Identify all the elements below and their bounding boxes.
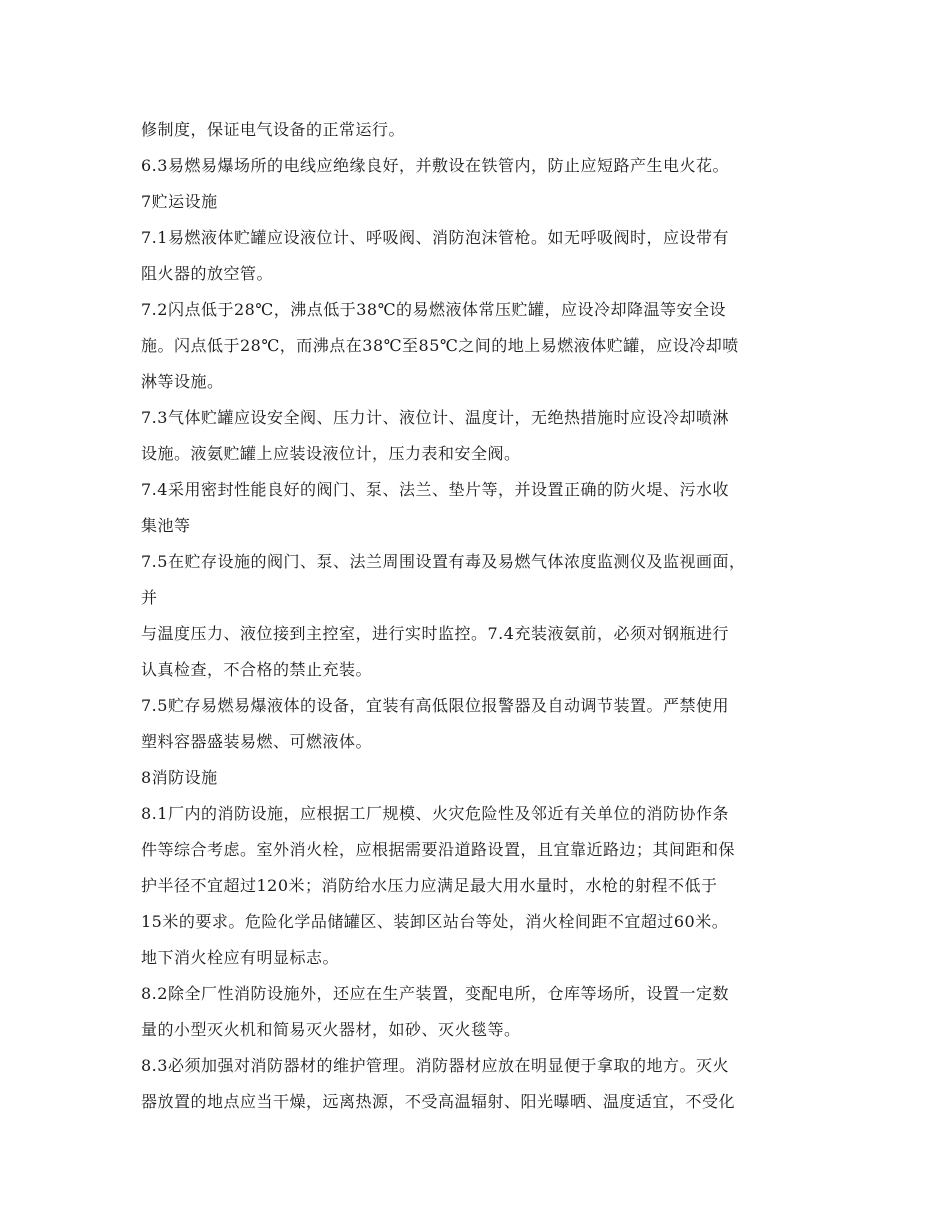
- text-line: 与温度压力、液位接到主控室，进行实时监控。7.4充装液氨前，必须对钢瓶进行: [141, 624, 729, 643]
- text-line: 7.5在贮存设施的阀门、泵、法兰周围设置有毒及易燃气体浓度监测仪及监视画面，: [141, 552, 746, 571]
- section-heading: 7贮运设施: [141, 192, 218, 211]
- text-line: 地下消火栓应有明显标志。: [141, 948, 340, 967]
- text-line: 设施。液氨贮罐上应装设液位计，压力表和安全阀。: [141, 444, 521, 463]
- text-line: 塑料容器盛装易燃、可燃液体。: [141, 732, 373, 751]
- text-line: 并: [141, 588, 158, 607]
- text-line: 8.1厂内的消防设施，应根据工厂规模、火灾危险性及邻近有关单位的消防协作条: [141, 804, 729, 823]
- text-line: 7.4采用密封性能良好的阀门、泵、法兰、垫片等，并设置正确的防火堤、污水收: [141, 480, 729, 499]
- text-line: 7.2闪点低于28℃，沸点低于38℃的易燃液体常压贮罐，应设冷却降温等安全设: [141, 300, 726, 319]
- text-line: 器放置的地点应当干燥，远离热源，不受高温辐射、阳光曝晒、温度适宜，不受化: [141, 1092, 736, 1111]
- text-line: 集池等: [141, 516, 191, 535]
- text-line: 7.1易燃液体贮罐应设液位计、呼吸阀、消防泡沫管枪。如无呼吸阀时，应设带有: [141, 228, 729, 247]
- text-line: 护半径不宜超过120米；消防给水压力应满足最大用水量时，水枪的射程不低于: [141, 876, 718, 895]
- text-line: 7.5贮存易燃易爆液体的设备，宜装有高低限位报警器及自动调节装置。严禁使用: [141, 696, 729, 715]
- text-line: 15米的要求。危险化学品储罐区、装卸区站台等处，消火栓间距不宜超过60米。: [141, 912, 729, 931]
- document-body: [141, 112, 831, 1120]
- section-heading: 8消防设施: [141, 768, 218, 787]
- text-line: 修制度，保证电气设备的正常运行。: [141, 120, 406, 139]
- text-line: 7.3气体贮罐应设安全阀、压力计、液位计、温度计，无绝热措施时应设冷却喷淋: [141, 408, 729, 427]
- text-line: 8.3必须加强对消防器材的维护管理。消防器材应放在明显便于拿取的地方。灭火: [141, 1056, 729, 1075]
- text-line: 淋等设施。: [141, 372, 224, 391]
- text-line: 认真检查，不合格的禁止充装。: [141, 660, 373, 679]
- text-line: 阻火器的放空管。: [141, 264, 274, 283]
- text-line: 件等综合考虑。室外消火栓，应根据需要沿道路设置，且宜靠近路边；其间距和保: [141, 840, 736, 859]
- text-line: 8.2除全厂性消防设施外，还应在生产装置，变配电所，仓库等场所，设置一定数: [141, 984, 729, 1003]
- text-line: 量的小型灭火机和简易灭火器材，如砂、灭火毯等。: [141, 1020, 521, 1039]
- text-line: 施。闪点低于28℃，而沸点在38℃至85℃之间的地上易燃液体贮罐，应设冷却喷: [141, 336, 739, 355]
- text-line: 6.3易燃易爆场所的电线应绝缘良好，并敷设在铁管内，防止应短路产生电火花。: [141, 156, 729, 175]
